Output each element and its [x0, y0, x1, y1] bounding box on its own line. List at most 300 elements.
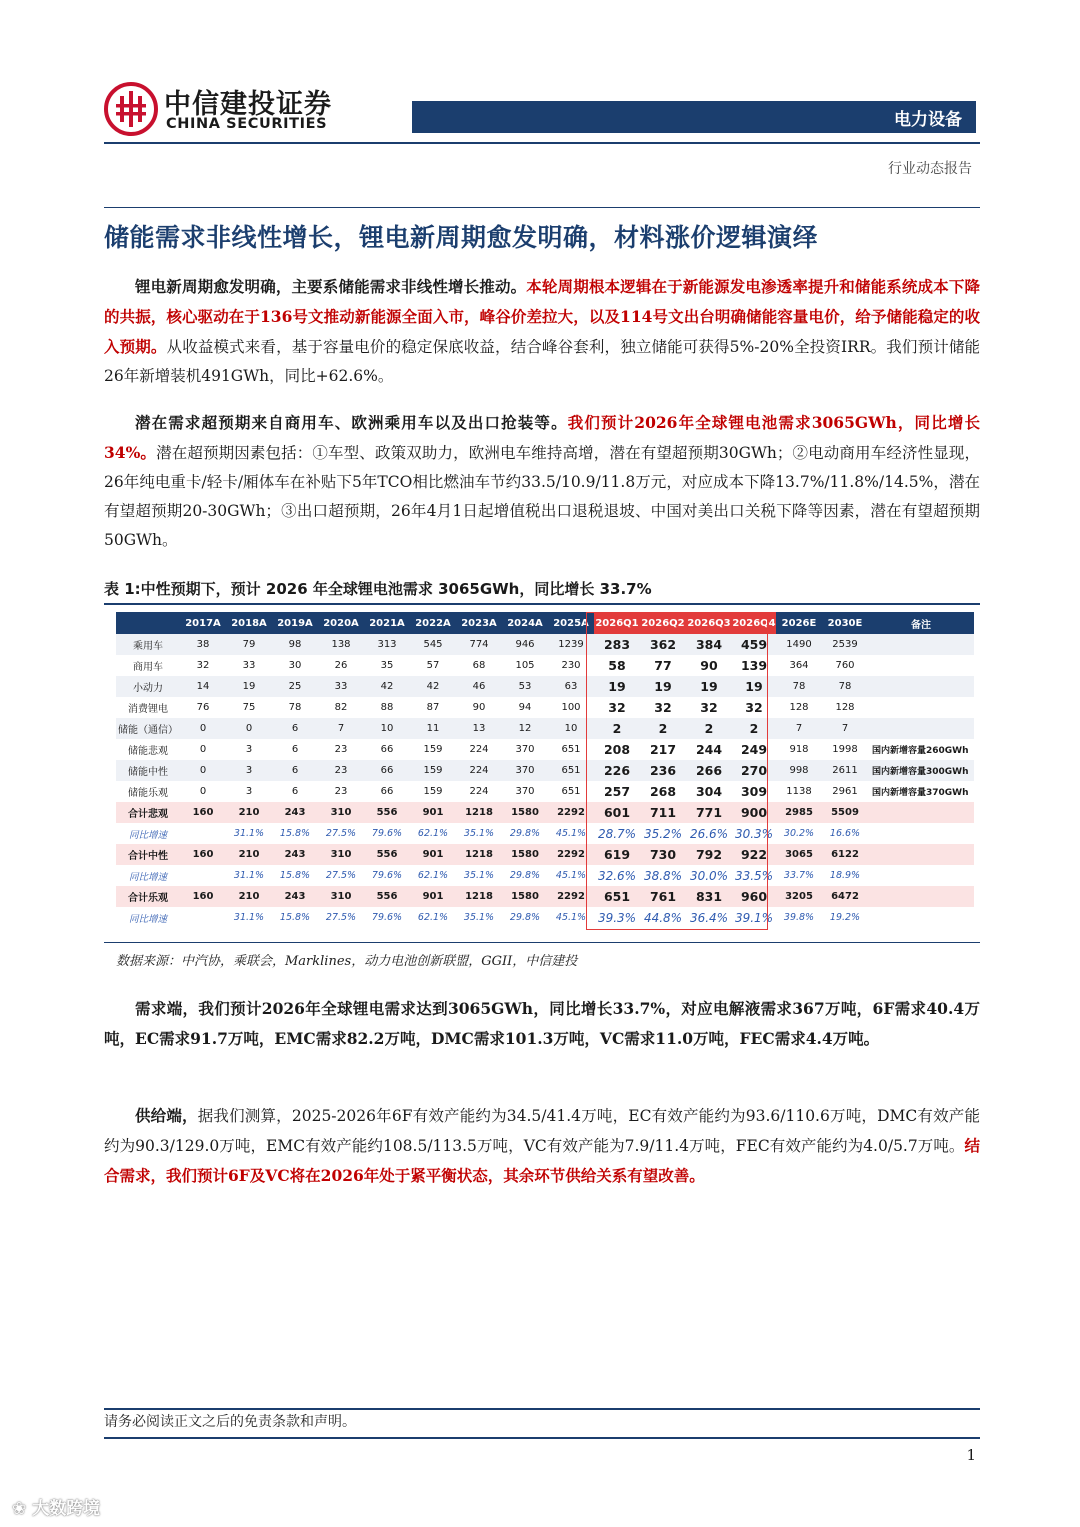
table-cell: 310: [318, 886, 364, 907]
table-cell: 87: [426, 702, 440, 713]
table-cell: 23: [318, 760, 364, 781]
table-cell: 730: [640, 844, 686, 865]
table-cell: 105: [515, 660, 535, 671]
table-cell: 243: [272, 802, 318, 823]
table-cell: 6: [291, 744, 299, 755]
table-cell: 2961: [832, 786, 858, 797]
table-cell: 2: [640, 718, 686, 739]
table-cell: 1218: [456, 844, 502, 865]
table-cell: 42: [410, 676, 456, 697]
table-row: [116, 697, 974, 718]
table-cell: 160: [180, 844, 226, 865]
table-cell: 711: [640, 802, 686, 823]
table-cell: 210: [226, 844, 272, 865]
table-cell: 35.2%: [640, 823, 686, 844]
table-cell: 5509: [822, 802, 868, 823]
table-cell: 224: [456, 760, 502, 781]
table-row: [116, 865, 974, 886]
p2-body: 潜在超预期因素包括：①车型、政策双助力，欧洲电车维持高增，潜在有望超预期30GWh；②电动商用车经济性显现，26年纯电重卡/轻卡/厢体车在补贴下5年TCO相比燃油车节约33.5/10.9/11.8万元，对应成本下降13.7%/11.8%/14.5%，潜在有望超预期20-30GWh；③出口超预期，26年4月1日起增值税出口退税退坡、中国对美出口关税下降等因素，潜在有望超预期50GWh。: [104, 444, 980, 549]
table-cell: 31.1%: [226, 907, 272, 928]
row-label: 合计中性: [116, 844, 180, 865]
table-row: [116, 781, 974, 802]
paragraph-3: [104, 994, 980, 1054]
note-cell: [868, 697, 974, 718]
table-cell: 139: [740, 658, 768, 673]
table-header-cell: 2030E: [822, 612, 868, 634]
table-cell: 3065: [776, 844, 822, 865]
table-cell: 90: [700, 658, 718, 673]
table-cell: 30.2%: [776, 823, 822, 844]
logo-mark-icon: [104, 82, 158, 136]
table-header-cell: 2026Q2: [640, 612, 686, 634]
table-cell: 79.6%: [364, 823, 410, 844]
table-cell: 309: [740, 784, 768, 799]
note-cell: [868, 676, 974, 697]
footer-rule-top: [104, 1408, 980, 1410]
row-label: 储能中性: [116, 760, 180, 781]
demand-table: [116, 612, 974, 928]
table-cell: 79.6%: [364, 907, 410, 928]
table-cell: 771: [686, 802, 732, 823]
table-cell: 283: [594, 634, 640, 655]
table-cell: 901: [410, 844, 456, 865]
table-row: [116, 760, 974, 781]
p1-lead: 锂电新周期愈发明确，主要系储能需求非线性增长推动。: [135, 277, 527, 296]
table-header-cell: 2018A: [226, 612, 272, 634]
row-label: 同比增速: [116, 907, 180, 928]
note-cell: [868, 865, 974, 886]
table-cell: 16.6%: [822, 823, 868, 844]
table-cell: 45.1%: [548, 823, 594, 844]
table-cell: 42: [364, 676, 410, 697]
table-cell: 900: [732, 802, 776, 823]
table-cell: 18.9%: [822, 865, 868, 886]
row-label: 储能乐观: [128, 788, 168, 799]
table-cell: 53: [502, 676, 548, 697]
table-cell: 304: [695, 784, 723, 799]
table-header-cell: 备注: [868, 612, 974, 634]
table-cell: 7: [776, 718, 822, 739]
table-cell: 38: [180, 634, 226, 655]
table-cell: 2292: [548, 844, 594, 865]
p4-lead: 供给端，: [135, 1106, 198, 1125]
table-row: [116, 844, 974, 865]
table-row: [116, 802, 974, 823]
table-cell: 23: [334, 744, 348, 755]
watermark: [12, 1494, 100, 1519]
paragraph-2: [104, 408, 980, 555]
paragraph-1: [104, 272, 980, 391]
table-cell: 19: [732, 676, 776, 697]
table-cell: 10: [364, 718, 410, 739]
table-cell: 35.1%: [456, 865, 502, 886]
table-cell: 556: [364, 844, 410, 865]
table-cell: 774: [456, 634, 502, 655]
table-cell: 33: [242, 660, 256, 671]
table-cell: 31.1%: [226, 865, 272, 886]
table-cell: 77: [654, 658, 672, 673]
row-label: 合计悲观: [116, 802, 180, 823]
table-cell: 7: [822, 718, 868, 739]
table-cell: 0: [199, 744, 207, 755]
table-cell: 25: [272, 676, 318, 697]
table-cell: 370: [502, 760, 548, 781]
table-cell: 82: [334, 702, 348, 713]
table-cell: 1998: [832, 744, 858, 755]
table-cell: 210: [226, 886, 272, 907]
table-cell: 210: [226, 802, 272, 823]
table-cell: 761: [640, 886, 686, 907]
table-cell: 78: [776, 676, 822, 697]
table-cell: 58: [608, 658, 626, 673]
table-cell: 268: [649, 784, 677, 799]
table-cell: 45.1%: [548, 907, 594, 928]
table-cell: 33.7%: [776, 865, 822, 886]
table-cell: 98: [272, 634, 318, 655]
table-cell: 1490: [776, 634, 822, 655]
table-cell: 6122: [822, 844, 868, 865]
p3-body: 我们预计2026年全球锂电需求达到3065GWh，同比增长33.7%，对应电解液需求367万吨，6F需求40.4万吨，EC需求91.7万吨，EMC需求82.2万吨，DMC需求101.3万吨，VC需求11.0万吨，FEC需求4.4万吨。: [104, 999, 980, 1048]
note-cell: [868, 823, 974, 844]
table-cell: 62.1%: [410, 907, 456, 928]
p2-highlight: 我们预计2026年全球锂电池需求3065GWh，同比增长34%。: [104, 413, 980, 462]
table-cell: [180, 823, 226, 844]
table-row: [116, 823, 974, 844]
table-cell: 13: [456, 718, 502, 739]
table-header-cell: 2026Q3: [686, 612, 732, 634]
table-header-cell: 2024A: [502, 612, 548, 634]
table-cell: 651: [548, 760, 594, 781]
table-body: [116, 634, 974, 928]
table-cell: 39.8%: [776, 907, 822, 928]
table-cell: 29.8%: [502, 823, 548, 844]
table-header-cell: 2023A: [456, 612, 502, 634]
table-cell: 3: [245, 744, 253, 755]
table-cell: 556: [364, 886, 410, 907]
table-row: [116, 676, 974, 697]
table-cell: 1580: [502, 844, 548, 865]
table-cell: 68: [472, 660, 486, 671]
table-cell: 66: [380, 786, 394, 797]
table-cell: 100: [561, 702, 581, 713]
table-cell: 35.1%: [456, 823, 502, 844]
table-cell: 159: [423, 786, 443, 797]
table-cell: 30.0%: [686, 865, 732, 886]
table-header-cell: [116, 612, 180, 634]
table-cell: 384: [686, 634, 732, 655]
table-cell: 545: [410, 634, 456, 655]
table-cell: 6472: [822, 886, 868, 907]
table-cell: 226: [594, 760, 640, 781]
table-cell: 257: [603, 784, 631, 799]
table-cell: 362: [640, 634, 686, 655]
table-cell: 160: [180, 802, 226, 823]
table-cell: 364: [789, 660, 809, 671]
row-label: 同比增速: [116, 823, 180, 844]
table-cell: 78: [822, 676, 868, 697]
table-cell: 19: [594, 676, 640, 697]
table-row: [116, 634, 974, 655]
table-cell: 0: [180, 760, 226, 781]
table-cell: 30.3%: [732, 823, 776, 844]
note-cell: 国内新增容量260GWh: [872, 746, 969, 756]
table-cell: 15.8%: [272, 823, 318, 844]
note-cell: [868, 655, 974, 676]
table-cell: 75: [242, 702, 256, 713]
table-header-cell: 2025A: [548, 612, 594, 634]
table-cell: 32: [745, 700, 763, 715]
paragraph-4: [104, 1101, 980, 1191]
table-cell: 128: [835, 702, 855, 713]
table-cell: 2: [732, 718, 776, 739]
table-caption: 表 1:中性预期下，预计 2026 年全球锂电池需求 3065GWh，同比增长 33.7%: [104, 580, 652, 598]
table-caption-rule: [104, 603, 980, 605]
table-cell: 79.6%: [364, 865, 410, 886]
table-cell: 792: [686, 844, 732, 865]
table-cell: 1580: [502, 886, 548, 907]
table-cell: 2539: [822, 634, 868, 655]
p1-highlight: 本轮周期根本逻辑在于新能源发电渗透率提升和储能系统成本下降的共振，核心驱动在于136号文推动新能源全面入市，峰谷价差拉大，以及114号文出台明确储能容量电价，给予储能稳定的收入预期。: [104, 277, 980, 356]
table-cell: 15.8%: [272, 865, 318, 886]
table-cell: 313: [364, 634, 410, 655]
report-type: 行业动态报告: [888, 161, 972, 177]
table-cell: 3205: [776, 886, 822, 907]
table-cell: 243: [272, 886, 318, 907]
table-row: [116, 655, 974, 676]
note-cell: [868, 634, 974, 655]
table-cell: 6: [291, 786, 299, 797]
table-cell: 370: [515, 744, 535, 755]
table-cell: 79: [226, 634, 272, 655]
table-cell: 459: [732, 634, 776, 655]
table-cell: 159: [423, 744, 443, 755]
table-header-cell: 2017A: [180, 612, 226, 634]
table-cell: 160: [180, 886, 226, 907]
row-label: 乘用车: [116, 634, 180, 655]
table-cell: 11: [410, 718, 456, 739]
p3-lead: 需求端，: [135, 999, 199, 1018]
table-cell: 138: [318, 634, 364, 655]
table-cell: 32: [196, 660, 210, 671]
table-cell: 159: [410, 760, 456, 781]
table-cell: 30: [288, 660, 302, 671]
table-row: [116, 718, 974, 739]
disclaimer-text: 请务必阅读正文之后的免责条款和声明。: [104, 1414, 356, 1430]
table-row: [116, 886, 974, 907]
table-cell: 6: [272, 760, 318, 781]
table-cell: 0: [180, 718, 226, 739]
table-cell: 29.8%: [502, 907, 548, 928]
table-cell: 88: [380, 702, 394, 713]
table-cell: 78: [288, 702, 302, 713]
table-cell: 27.5%: [318, 823, 364, 844]
table-cell: 0: [226, 718, 272, 739]
row-label: 储能悲观: [128, 746, 168, 757]
row-label: 储能（通信）: [116, 718, 180, 739]
table-cell: 39.1%: [732, 907, 776, 928]
table-cell: 32: [608, 700, 626, 715]
table-header-cell: 2026Q1: [594, 612, 640, 634]
row-label: 商用车: [133, 662, 163, 673]
table-cell: 901: [410, 802, 456, 823]
table-cell: 2292: [548, 802, 594, 823]
demand-table-wrapper: [116, 612, 968, 928]
table-cell: 57: [426, 660, 440, 671]
table-cell: 619: [594, 844, 640, 865]
row-label: 合计乐观: [116, 886, 180, 907]
table-cell: 1580: [502, 802, 548, 823]
table-cell: [180, 907, 226, 928]
title-rule: [104, 207, 980, 208]
watermark-icon: ❀: [12, 1499, 33, 1519]
table-cell: 45.1%: [548, 865, 594, 886]
table-cell: 7: [318, 718, 364, 739]
table-cell: 32.6%: [594, 865, 640, 886]
watermark-text: 大数跨境: [32, 1499, 101, 1519]
table-cell: 27.5%: [318, 865, 364, 886]
table-cell: 12: [502, 718, 548, 739]
table-cell: 2292: [548, 886, 594, 907]
table-bottom-rule: [104, 942, 980, 943]
table-header-cell: 2019A: [272, 612, 318, 634]
table-cell: 310: [318, 844, 364, 865]
page-title: 储能需求非线性增长，锂电新周期愈发明确，材料涨价逻辑演绎: [104, 223, 819, 252]
table-cell: 2: [686, 718, 732, 739]
table-cell: 601: [594, 802, 640, 823]
table-cell: 44.8%: [640, 907, 686, 928]
table-cell: 266: [686, 760, 732, 781]
table-cell: [180, 865, 226, 886]
table-cell: 66: [380, 744, 394, 755]
table-cell: 651: [561, 786, 581, 797]
row-label: 消费锂电: [128, 704, 168, 715]
table-cell: 26: [334, 660, 348, 671]
table-cell: 2985: [776, 802, 822, 823]
table-cell: 33.5%: [732, 865, 776, 886]
footer-rule-bottom: [104, 1437, 980, 1439]
table-cell: 831: [686, 886, 732, 907]
table-row: [116, 739, 974, 760]
sector-label: 电力设备: [894, 110, 962, 130]
table-cell: 6: [272, 718, 318, 739]
table-cell: 651: [561, 744, 581, 755]
header-rule: [104, 142, 980, 144]
table-cell: 1239: [548, 634, 594, 655]
note-cell: 国内新增容量370GWh: [872, 788, 969, 798]
table-cell: 19.2%: [822, 907, 868, 928]
table-cell: 3: [226, 760, 272, 781]
table-cell: 46: [456, 676, 502, 697]
table-cell: 32: [700, 700, 718, 715]
logo-en-text: CHINA SECURITIES: [166, 116, 328, 132]
table-cell: 28.7%: [594, 823, 640, 844]
table-cell: 29.8%: [502, 865, 548, 886]
table-cell: 946: [502, 634, 548, 655]
p4-highlight: 结合需求，我们预计6F及VC将在2026年处于紧平衡状态，其余环节供给关系有望改善。: [104, 1136, 980, 1185]
table-cell: 556: [364, 802, 410, 823]
table-cell: 922: [732, 844, 776, 865]
table-cell: 960: [732, 886, 776, 907]
table-cell: 128: [789, 702, 809, 713]
table-header-cell: 2026Q4: [732, 612, 776, 634]
table-cell: 224: [469, 744, 489, 755]
note-cell: [868, 907, 974, 928]
table-cell: 35.1%: [456, 907, 502, 928]
table-cell: 208: [603, 742, 631, 757]
table-cell: 217: [649, 742, 677, 757]
note-cell: [868, 844, 974, 865]
table-cell: 39.3%: [594, 907, 640, 928]
table-cell: 249: [740, 742, 768, 757]
table-source: 数据来源：中汽协，乘联会，Marklines，动力电池创新联盟，GGII，中信建投: [116, 954, 578, 969]
sector-bar: [412, 101, 976, 133]
table-cell: 62.1%: [410, 823, 456, 844]
table-cell: 31.1%: [226, 823, 272, 844]
table-cell: 38.8%: [640, 865, 686, 886]
table-cell: 651: [594, 886, 640, 907]
table-cell: 35: [380, 660, 394, 671]
table-cell: 760: [835, 660, 855, 671]
note-cell: [868, 802, 974, 823]
table-cell: 1218: [456, 802, 502, 823]
table-header-row: [116, 612, 974, 634]
table-cell: 918: [789, 744, 809, 755]
table-cell: 19: [226, 676, 272, 697]
table-cell: 62.1%: [410, 865, 456, 886]
logo-cn-text: 中信建投证券: [164, 89, 332, 120]
table-cell: 236: [640, 760, 686, 781]
table-cell: 243: [272, 844, 318, 865]
table-header-cell: 2020A: [318, 612, 364, 634]
table-cell: 310: [318, 802, 364, 823]
table-header-cell: 2026E: [776, 612, 822, 634]
table-cell: 1218: [456, 886, 502, 907]
table-cell: 2: [594, 718, 640, 739]
table-cell: 14: [180, 676, 226, 697]
table-cell: 10: [548, 718, 594, 739]
table-cell: 94: [518, 702, 532, 713]
table-cell: 23: [334, 786, 348, 797]
table-cell: 998: [776, 760, 822, 781]
table-cell: 33: [318, 676, 364, 697]
table-header-cell: 2021A: [364, 612, 410, 634]
table-cell: 230: [561, 660, 581, 671]
company-logo: [104, 80, 344, 140]
table-cell: 36.4%: [686, 907, 732, 928]
table-cell: 1138: [786, 786, 812, 797]
table-cell: 32: [654, 700, 672, 715]
p1-body: 从收益模式来看，基于容量电价的稳定保底收益，结合峰谷套利，独立储能可获得5%-20%全投资IRR。我们预计储能26年新增装机491GWh，同比+62.6%。: [104, 338, 980, 385]
row-label: 同比增速: [116, 865, 180, 886]
note-cell: 国内新增容量300GWh: [868, 760, 974, 781]
table-cell: 19: [640, 676, 686, 697]
page-number: 1: [966, 1446, 976, 1464]
table-cell: 63: [548, 676, 594, 697]
table-cell: 19: [686, 676, 732, 697]
p2-lead: 潜在需求超预期来自商用车、欧洲乘用车以及出口抢装等。: [135, 413, 568, 432]
table-cell: 66: [364, 760, 410, 781]
table-cell: 270: [732, 760, 776, 781]
table-cell: 15.8%: [272, 907, 318, 928]
table-cell: 26.6%: [686, 823, 732, 844]
table-cell: 90: [472, 702, 486, 713]
table-cell: 27.5%: [318, 907, 364, 928]
table-cell: 76: [196, 702, 210, 713]
table-cell: 0: [199, 786, 207, 797]
table-row: [116, 907, 974, 928]
table-header-cell: 2022A: [410, 612, 456, 634]
table-cell: 901: [410, 886, 456, 907]
